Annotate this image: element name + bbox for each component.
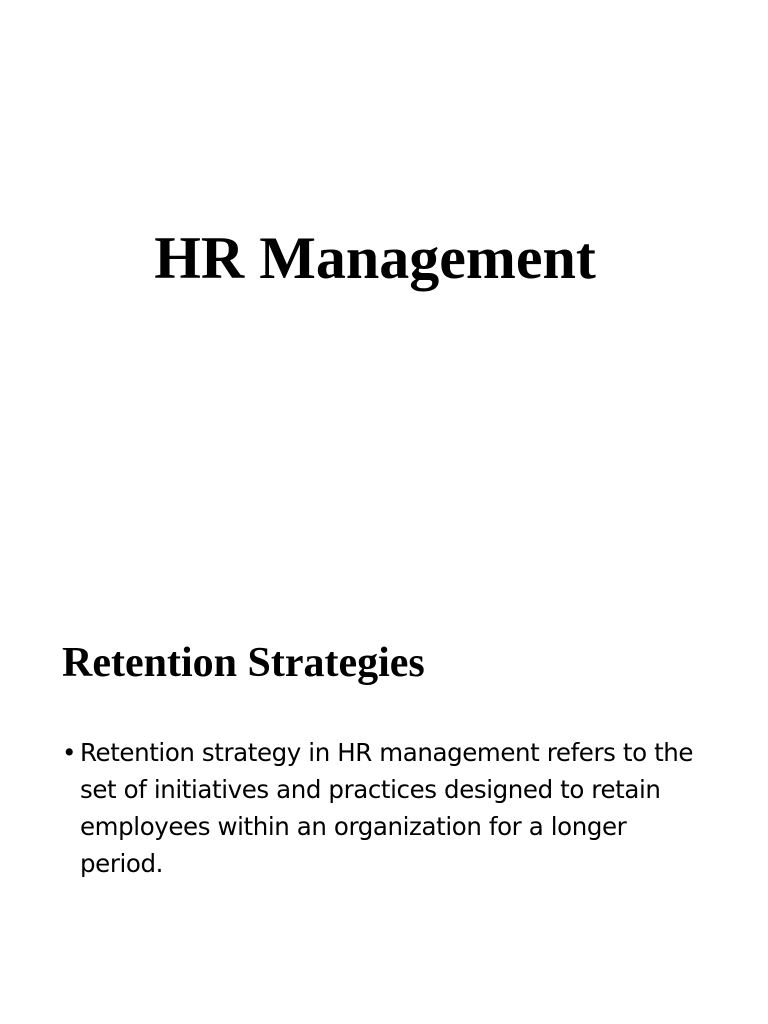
bullet-text: Retention strategy in HR management refers to the set of initiatives and practices designed to retain employees within an organization for a longer period. (80, 738, 694, 878)
section-heading: Retention Strategies (62, 640, 425, 686)
bullet-item (62, 734, 712, 882)
content-slide (0, 576, 768, 1024)
bullet-dot-icon: • (62, 738, 77, 767)
slide-title: HR Management (154, 225, 596, 291)
bullet-list (62, 734, 712, 882)
